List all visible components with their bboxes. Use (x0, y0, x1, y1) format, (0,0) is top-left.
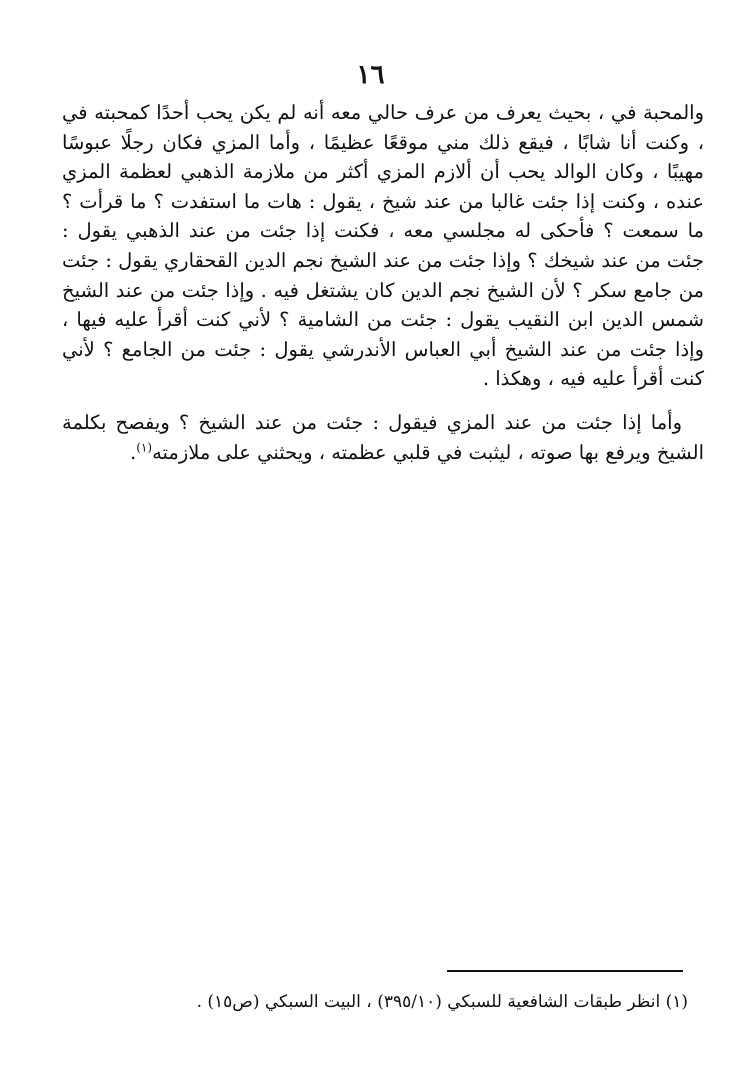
footnote (160, 988, 688, 1016)
body-text (62, 98, 704, 467)
footnote-separator (447, 970, 683, 972)
footnote-text: انظر طبقات الشافعية للسبكي (٣٩٥/١٠) ، البيت السبكي (ص١٥) . (196, 992, 661, 1012)
paragraph-2-text: وأما إذا جئت من عند المزي فيقول : جئت من عند الشيخ ؟ ويفصح بكلمة الشيخ ويرفع بها صوته ، ليثبت في قلبي عظمته ، ويحثني على ملازمته (62, 410, 704, 464)
footnote-reference: (١) (136, 440, 153, 455)
footnote-marker: (١) (665, 992, 688, 1012)
paragraph-2 (62, 408, 704, 467)
paragraph-2-end: . (130, 440, 137, 464)
page-number: ١٦ (356, 60, 385, 90)
paragraph-1: والمحبة في ، بحيث يعرف من عرف حالي معه أنه لم يكن يحب أحدًا كمحبته في ، وكنت أنا شابًا ، فيقع ذلك مني موقعًا عظيمًا ، وأما المزي فكان رجلًا عبوسًا مهيبًا ، وكان الوالد يحب أن ألازم المزي أكثر من ملازمة الذهبي لعظمة المزي عنده ، وكنت إذا جئت غالبا من عند شيخ ، يقول : هات ما استفدت ؟ ما قرأت ؟ ما سمعت ؟ فأحكى له مجلسي معه ، فكنت إذا جئت من عند الذهبي يقول : جئت من عند شيخك ؟ وإذا جئت من عند الشيخ نجم الدين القحقاري يقول : جئت من جامع سكر ؟ لأن الشيخ نجم الدين كان يشتغل فيه . وإذا جئت من عند الشيخ شمس الدين ابن النقيب يقول : جئت من الشامية ؟ لأني كنت أقرأ عليه فيها ، وإذا جئت من عند الشيخ أبي العباس الأندرشي يقول : جئت من الجامع ؟ لأني كنت أقرأ عليه فيه ، وهكذا . (62, 101, 704, 391)
